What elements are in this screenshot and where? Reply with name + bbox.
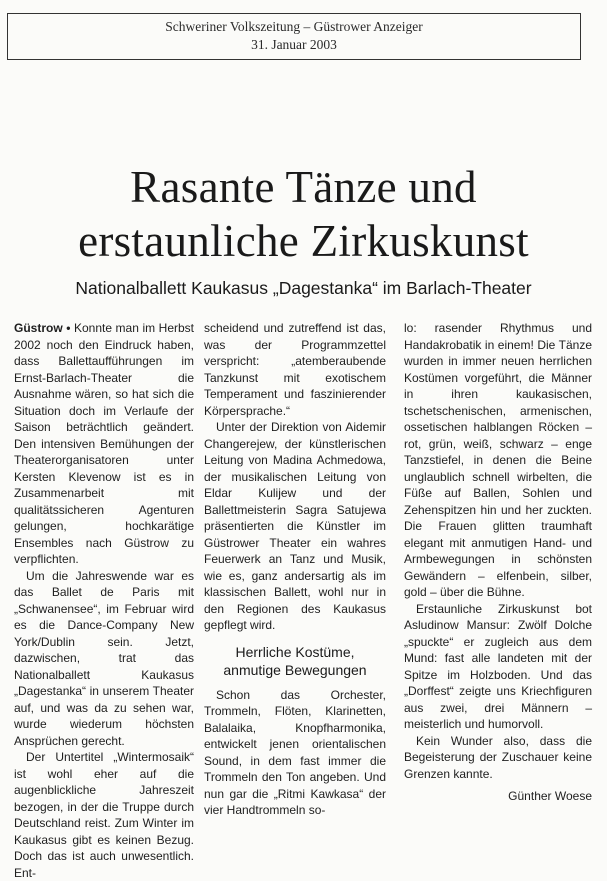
article-paragraph: Unter der Direktion von Aidemir Changerejew, der künstlerischen Leitung von Madina Achmedowa, der musikalischen Leitung von Eldar Kulijew und der Ballettmeisterin Sagra Satujewa präsentierten die Künstler im Güstrower Theater ein wahres Feuerwerk an Tanz und Musik, wie es, ganz andersartig als im klassischen Ballett, wohl nur in den Regionen des Kaukasus gepflegt wird.	[204, 420, 386, 632]
article-column-2	[204, 320, 386, 819]
article-column-3	[404, 320, 592, 805]
article-paragraph: scheidend und zutreffend ist das, was der Programmzettel verspricht: „atemberaubende Tanzkunst mit exotischem Temperament und faszinierender Körpersprache.“	[204, 321, 386, 418]
source-box	[7, 13, 581, 60]
article-paragraph: Schon das Orchester, Trommeln, Flöten, Klarinetten, Balalaika, Knopfharmonika, entwickelt jenen orientalischen Sound, in dem fast immer die Trommeln den Ton angeben. Und nun gar die „Ritmi Kawkasa“ der vier Handtrommeln so-	[204, 687, 386, 817]
dateline: Güstrow •	[14, 321, 71, 335]
article-paragraph: lo: rasender Rhythmus und Handakrobatik in einem! Die Tänze wurden in immer neuen herrlichen Kostümen vorgeführt, die Männer in ihren kaukasischen, tschetschenischen, armenischen, ossetischen halblangen Röcken – rot, grün, weiß, schwarz – enge Tanzstiefel, in denen die Beine unglaublich schnell wirbelten, die Füße auf Ballen, Sohlen und Zehenspitzen hin und her zuckten. Die Frauen glitten traumhaft elegant mit anmutigen Hand- und Armbewegungen in schönsten Gewändern – elfenbein, silber, gold – über die Bühne.	[404, 321, 592, 599]
crosshead-line-1: Herrliche Kostüme,	[235, 643, 355, 660]
article-paragraph: Um die Jahreswende war es das Ballet de Paris mit „Schwanensee“, im Februar wird es die Dance-Company New York/Dublin sein. Jetzt, dazwischen, trat das Nationalballett Kaukasus „Dagestanka“ in unserem Theater auf, und was da zu sehen war, wurde wiederum höchsten Ansprüchen gerecht.	[14, 568, 194, 748]
article-paragraph: Erstaunliche Zirkuskunst bot Asludinow Mansur: Zwölf Dolche „spuckte“ er zugleich aus dem Mund: fast alle landeten mit der Spitze im Holzboden. Und das „Dorffest“ zeigte uns Kriechfiguren aus zwei, drei Männern – meisterlich und humorvoll.	[404, 601, 592, 731]
crosshead	[204, 643, 386, 679]
headline-line-1: Rasante Tänze und	[130, 162, 477, 212]
subheadline: Nationalballett Kaukasus „Dagestanka“ im Barlach-Theater	[75, 278, 532, 298]
author-byline: Günther Woese	[508, 789, 592, 803]
publication-date: 31. Januar 2003	[251, 37, 337, 52]
headline	[0, 160, 607, 268]
headline-line-2: erstaunliche Zirkuskunst	[78, 216, 529, 266]
crosshead-line-2: anmutige Bewegungen	[223, 661, 367, 678]
article-paragraph: Kein Wunder also, dass die Begeisterung der Zuschauer keine Grenzen kannte.	[404, 733, 592, 781]
article-column-1	[14, 320, 194, 881]
paragraph-text: Konnte man im Herbst 2002 noch den Eindruck haben, dass Ballettaufführungen im Ernst-Barlach-Theater die Ausnahme wären, so hat sich die Situation doch im Verlaufe der Saison beträchtlich geändert. Den intensiven Bemühungen der Theaterorganisatoren unter Kersten Klevenow ist es in Zusammenarbeit mit qualitätssicheren Agenturen gelungen, hochkarätige Ensembles nach Güstrow zu verpflichten.	[14, 321, 194, 566]
article-paragraph	[14, 320, 194, 568]
article-paragraph: Der Untertitel „Wintermosaik“ ist wohl eher auf die augenblickliche Jahreszeit bezogen, in der die Truppe durch Deutschland reist. Zum Winter im Kaukasus gibt es keinen Bezug. Doch das ist auch unwesentlich. Ent-	[14, 750, 194, 880]
publication-name: Schweriner Volkszeitung – Güstrower Anzeiger	[165, 19, 423, 34]
